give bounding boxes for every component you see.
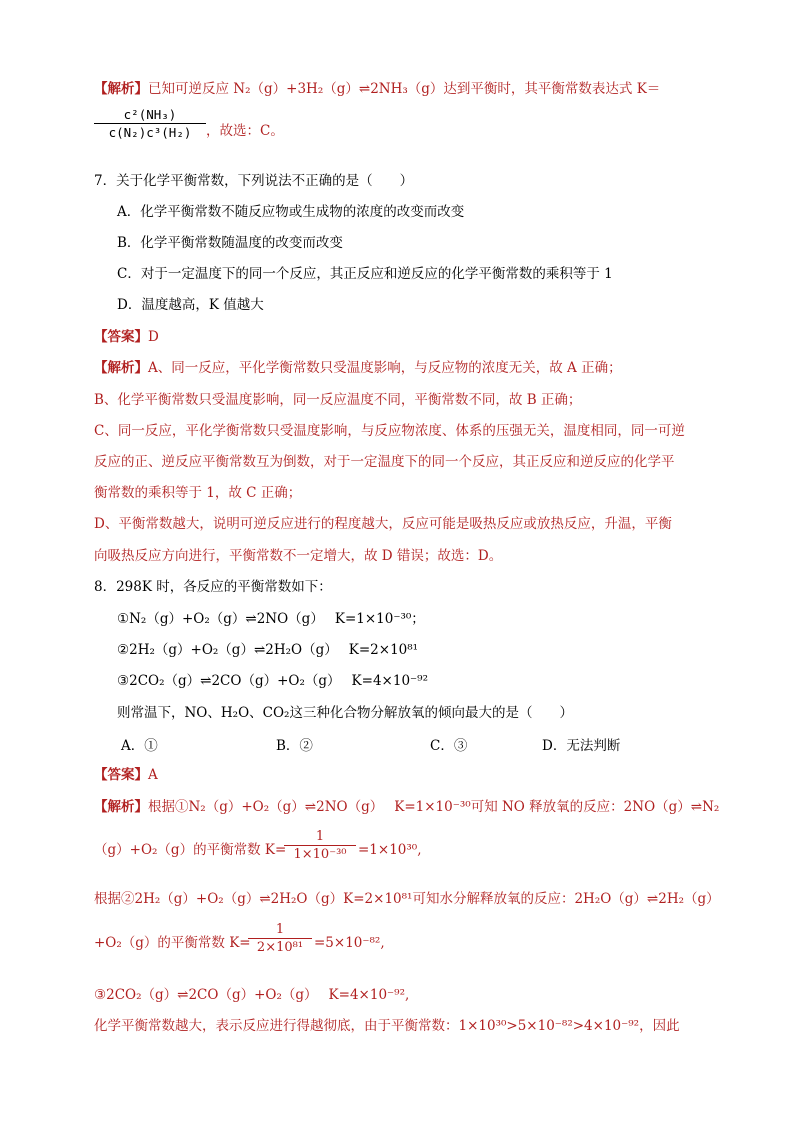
q7-analysis-line3: C、同一反应，平化学衡常数只受温度影响，与反应物浓度、体系的压强无关，温度相同，同一可逆 [94,423,685,439]
q8-option-a: A．① [121,738,158,754]
q8-option-b: B．② [276,738,313,754]
q8-analysis-line6: 化学平衡常数越大，表示反应进行得越彻底，由于平衡常数：1×10³⁰>5×10⁻⁸²>4×10⁻⁹²，因此 [94,1018,680,1034]
q6-analysis-line1 [94,79,660,99]
q8-stem: 8．298K 时，各反应的平衡常数如下： [94,579,332,595]
q8-analysis-line4b: =5×10⁻⁸², [314,935,385,951]
q8-analysis-line1 [94,797,719,817]
answer-label: 【答案】 [94,329,148,345]
analysis-text: A、同一反应，平化学衡常数只受温度影响，与反应物的浓度无关，故 A 正确； [148,360,622,376]
jiexi-label: 【解析】 [94,799,148,815]
fraction-bar [94,123,206,124]
q8-analysis-line2a: （g）+O₂（g）的平衡常数 K= [94,842,287,858]
q7-stem: 7．关于化学平衡常数，下列说法不正确的是（ ） [94,173,414,189]
q7-analysis-line2: B、化学平衡常数只受温度影响，同一反应温度不同，平衡常数不同，故 B 正确； [94,392,582,408]
q8-option-d: D．无法判断 [542,738,621,754]
q8-analysis-line4a: +O₂（g）的平衡常数 K= [94,935,251,951]
q6-analysis-tail: ，故选：C。 [206,123,284,139]
q8-option-c: C．③ [430,738,468,754]
q8-analysis-line5: ③2CO₂（g）⇌2CO（g）+O₂（g） K=4×10⁻⁹², [94,987,410,1003]
q8-reaction-1: ①N₂（g）+O₂（g）⇌2NO（g） K=1×10⁻³⁰； [117,611,425,627]
fraction-numerator: 1 [315,829,325,844]
q8-question: 则常温下，NO、H₂O、CO₂这三种化合物分解放氧的倾向最大的是（ ） [117,705,573,721]
answer-label: 【答案】 [94,767,148,783]
q8-answer [94,765,158,785]
fraction-bar [284,845,356,846]
q7-option-d: D．温度越高，K 值越大 [117,297,264,313]
q7-option-b: B．化学平衡常数随温度的改变而改变 [117,235,343,251]
fraction-numerator: c²(NH₃) [123,107,177,122]
q7-answer [94,327,159,347]
q7-analysis-line4: 反应的正、逆反应平衡常数互为倒数，对于一定温度下的同一个反应，其正反应和逆反应的化学平 [94,454,675,470]
q8-analysis-line2b: =1×10³⁰, [358,842,422,858]
analysis-text-b: 可知水分解释放氧的反应：2H₂O（g）⇌2H₂（g） [412,891,720,907]
jiexi-label: 【解析】 [94,81,148,97]
analysis-text-b: 可知 NO 释放氧的反应：2NO（g）⇌N₂ [470,799,720,815]
q7-option-c: C．对于一定温度下的同一个反应，其正反应和逆反应的化学平衡常数的乘积等于 1 [117,266,613,282]
q8-fraction-1 [284,829,356,862]
q6-fraction [94,107,206,140]
fraction-denominator: c(N₂)c³(H₂) [108,125,192,140]
q8-reaction-3: ③2CO₂（g）⇌2CO（g）+O₂（g） K=4×10⁻⁹² [117,673,428,689]
q6-analysis-text: 已知可逆反应 N₂（g）+3H₂（g）⇌2NH₃（g）达到平衡时，其平衡常数表达式 K＝ [148,81,661,97]
fraction-numerator: 1 [275,922,285,937]
fraction-denominator: 2×10⁸¹ [256,940,304,955]
answer-value: A [148,767,158,783]
analysis-text-a: 根据②2H₂（g）+O₂（g）⇌2H₂O（g）K=2×10⁸¹ [94,891,413,907]
q8-analysis-line3 [94,889,720,909]
answer-value: D [148,329,159,345]
jiexi-label: 【解析】 [94,360,148,376]
q7-analysis-line1 [94,358,622,378]
q7-analysis-line7: 向吸热反应方向进行，平衡常数不一定增大，故 D 错误；故选：D。 [94,548,503,564]
q8-reaction-2: ②2H₂（g）+O₂（g）⇌2H₂O（g） K=2×10⁸¹ [117,642,419,658]
fraction-denominator: 1×10⁻³⁰ [293,847,347,862]
analysis-text-a: 根据①N₂（g）+O₂（g）⇌2NO（g） K=1×10⁻³⁰ [148,799,471,815]
q8-fraction-2 [248,922,312,955]
q7-option-a: A．化学平衡常数不随反应物或生成物的浓度的改变而改变 [117,204,465,220]
q7-analysis-line6: D、平衡常数越大，说明可逆反应进行的程度越大，反应可能是吸热反应或放热反应，升温，平衡 [94,516,672,532]
fraction-bar [248,938,312,939]
q7-analysis-line5: 衡常数的乘积等于 1，故 C 正确； [94,485,302,501]
